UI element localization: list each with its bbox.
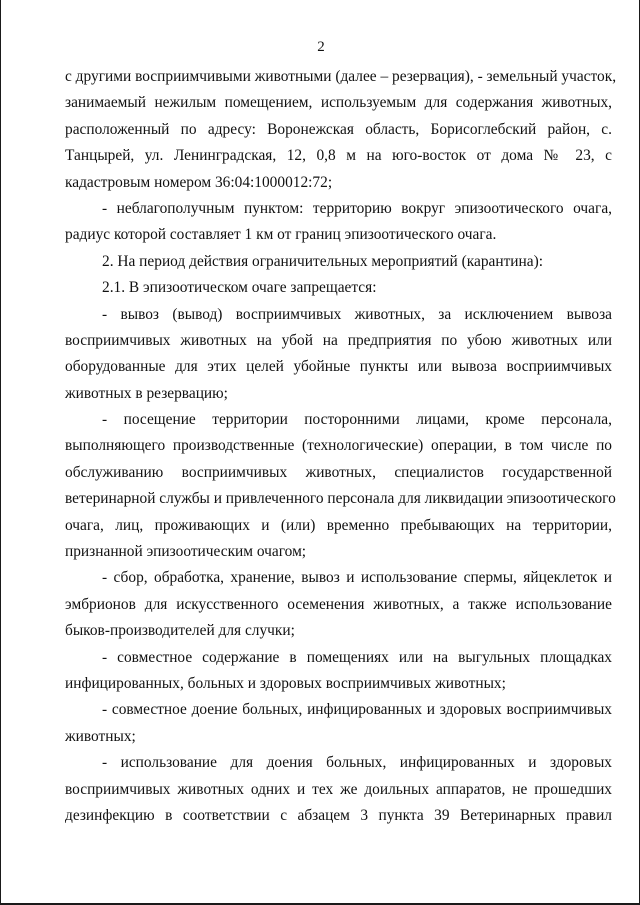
text-line: Танцырей, ул. Ленинградская, 12, 0,8 м на юго-восток от дома № 23, с [65, 147, 612, 165]
text-line: 2.1. В эпизоотическом очаге запрещается: [102, 279, 377, 297]
text-line: расположенный по адресу: Воронежская область, Борисоглебский район, с. [65, 120, 612, 138]
text-line: 2. На период действия ограничительных мероприятий (карантина): [102, 252, 544, 270]
text-line: - совместное содержание в помещениях или на выгульных площадках [102, 648, 612, 666]
text-line: занимаемый нежилым помещением, используемым для содержания животных, [65, 94, 612, 112]
text-line: - совместное доение больных, инфицированных и здоровых восприимчивых [102, 701, 612, 719]
text-line: инфицированных, больных и здоровых восприимчивых животных; [65, 674, 506, 692]
text-line: с другими восприимчивыми животными (далее – резервация), - земельный участок, [65, 68, 617, 85]
text-line: радиус которой составляет 1 км от границ эпизоотического очага. [65, 226, 497, 244]
page-number: 2 [317, 39, 325, 55]
text-line: - посещение территории посторонними лицами, кроме персонала, [102, 411, 612, 429]
text-line: восприимчивых животных на убой на предприятия по убою животных или [65, 331, 612, 349]
text-line: эмбрионов для искусственного осеменения животных, а также использование [65, 595, 612, 613]
text-line: кадастровым номером 36:04:1000012:72; [65, 173, 333, 191]
text-line: дезинфекцию в соответствии с абзацем 3 пункта 39 Ветеринарных правил [65, 806, 612, 824]
text-line: ветеринарной службы и привлеченного персонала для ликвидации эпизоотического [65, 490, 616, 508]
text-line: - сбор, обработка, хранение, вывоз и использование спермы, яйцеклеток и [102, 569, 612, 587]
document-body [65, 64, 617, 829]
text-line: оборудованные для этих целей убойные пункты или вывоза восприимчивых [65, 358, 612, 376]
text-line: восприимчивых животных одних и тех же доильных аппаратов, не прошедших [65, 780, 612, 798]
text-line: очага, лиц, проживающих и (или) временно пребывающих на территории, [65, 516, 612, 534]
text-line: обслуживанию восприимчивых животных, специалистов государственной [65, 463, 612, 481]
text-line: признанной эпизоотическим очагом; [65, 543, 307, 561]
text-line: - вывоз (вывод) восприимчивых животных, за исключением вывоза [102, 305, 612, 323]
text-line: животных в резервацию; [65, 384, 228, 402]
text-line: - неблагополучным пунктом: территорию вокруг эпизоотического очага, [102, 199, 612, 217]
text-line: выполняющего производственные (технологические) операции, в том числе по [65, 437, 612, 455]
text-line: - использование для доения больных, инфицированных и здоровых [102, 754, 612, 772]
text-line: быков-производителей для случки; [65, 622, 295, 640]
text-line: животных; [65, 727, 136, 745]
